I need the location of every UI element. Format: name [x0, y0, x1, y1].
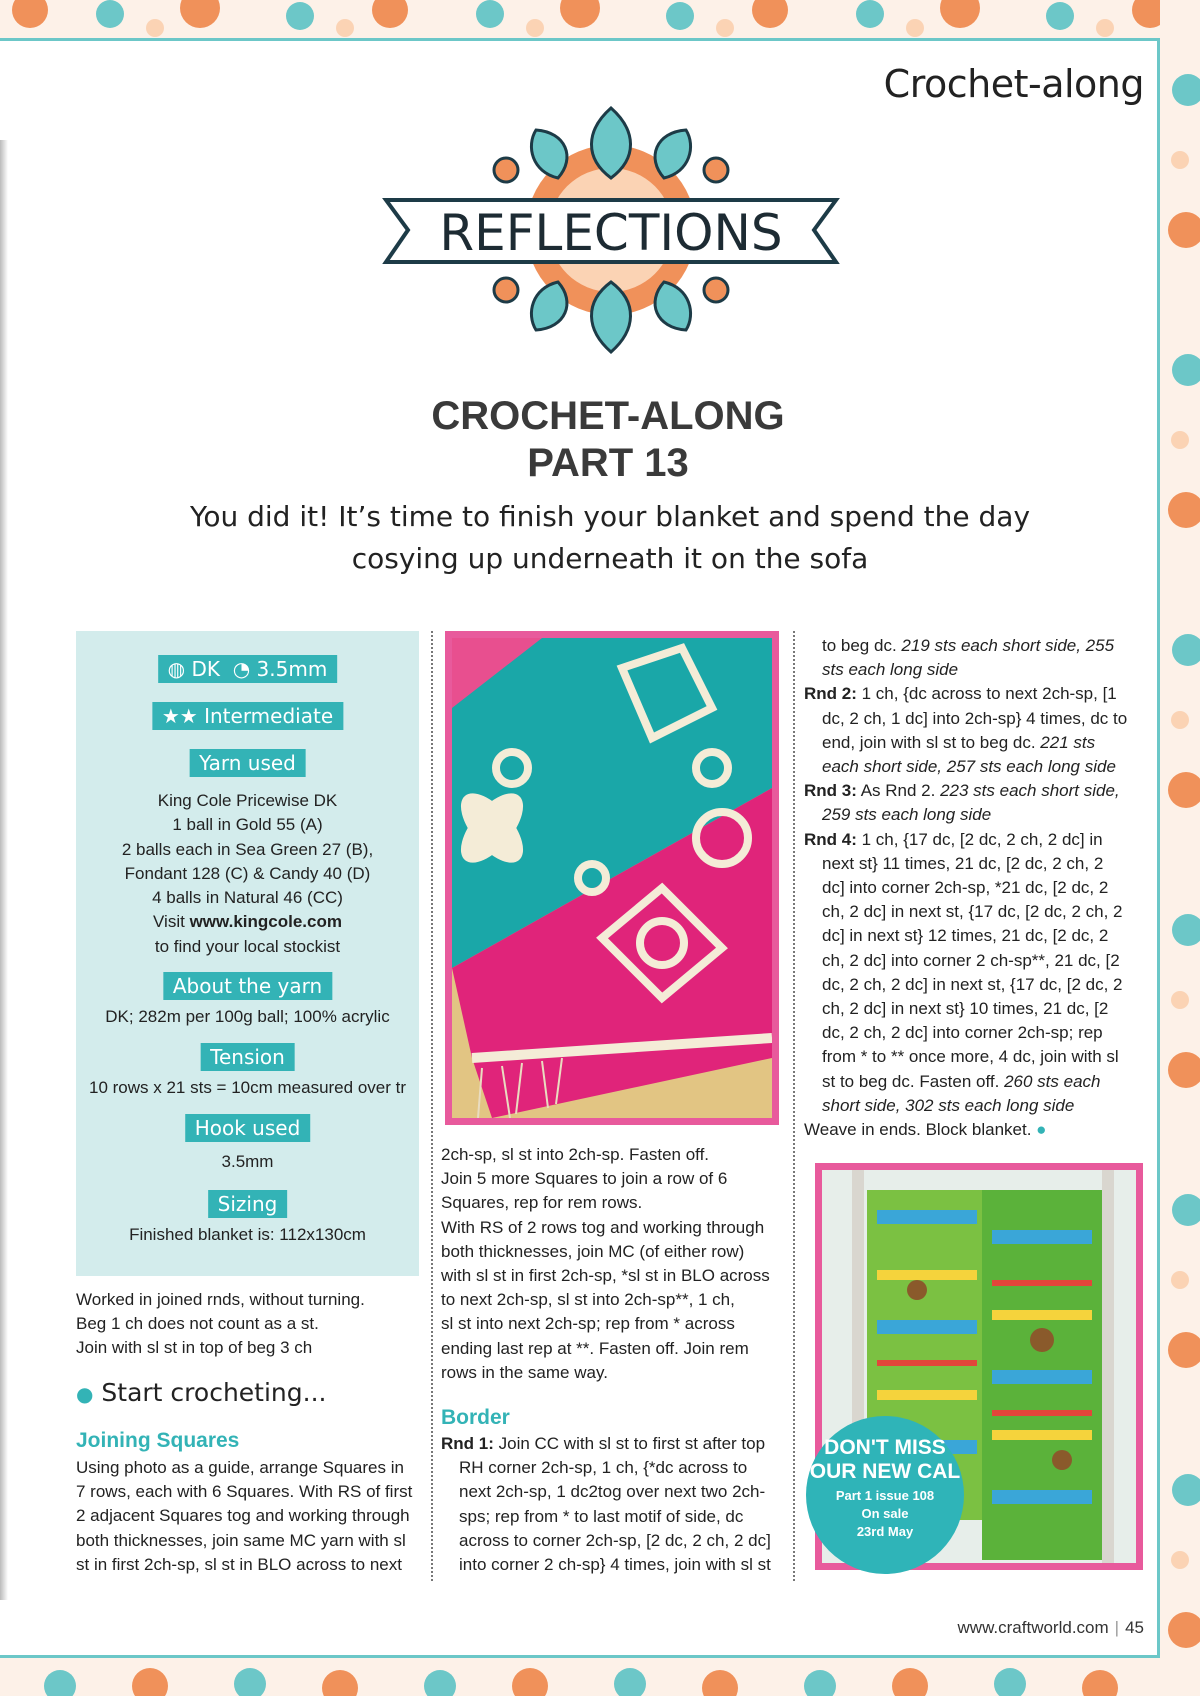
- yarn-line: 2 balls each in Sea Green 27 (B),: [121, 839, 374, 859]
- top-pattern-border: [0, 0, 1200, 40]
- visit-line: Visit www.kingcole.com: [153, 912, 342, 932]
- hook-used-text: 3.5mm: [221, 1152, 274, 1171]
- sizing-text: Finished blanket is: 112x130cm: [129, 1225, 366, 1244]
- note-line: Join with sl st in top of beg 3 ch: [76, 1338, 313, 1358]
- difficulty-pill: ★★ Intermediate: [152, 702, 343, 730]
- page-number: 45: [1125, 1618, 1144, 1637]
- page-spine-shadow: [0, 140, 8, 1600]
- headline-line-2: PART 13: [527, 441, 689, 485]
- note-line: Beg 1 ch does not count as a st.: [76, 1314, 319, 1334]
- about-yarn-heading: About the yarn: [163, 972, 332, 1000]
- border-continued-text: to beg dc. 219 sts each short side, 255 sts each long side Rnd 2: 1 ch, {dc across to next 2ch-sp, [1 dc, 2 ch, 1 dc] into 2ch-sp} 4 times, dc to end, join with sl st to beg dc. 221 sts each short side, 257 sts each long side Rnd 3: As Rnd 2. 223 sts each short side, 259 sts each long side Rnd 4: 1 ch, {17 dc, [2 dc, 2 ch, 2 dc] in next st} 11 times, 21 dc, [2 dc, 2 ch, 2 dc] into corner 2ch-sp, *21 dc, [2 dc, 2 ch, 2 dc] in next st, {17 dc, [2 dc, 2 ch, 2 dc] in next st} 12 times, 21 dc, [2 dc, 2 ch, 2 dc] into corner 2 ch-sp**, 21 dc, [2 dc, 2 ch, 2 dc] in next st, {17 dc, [2 dc, 2 ch, 2 dc] in next st} 10 times, 21 dc, [2 dc, 2 ch, 2 dc] into corner 2ch-sp; rep from * to ** once more, 4 dc, join with sl st to beg dc. Fasten off. 260 sts each short side, 302 sts each long side Weave in ends. Block blanket. ●: [804, 636, 1128, 1140]
- end-yarn-icon: ●: [1036, 1120, 1047, 1140]
- joining-squares-heading: Joining Squares: [76, 1429, 240, 1452]
- blanket-photo: [445, 631, 779, 1125]
- yarn-line: 4 balls in Natural 46 (CC): [152, 888, 343, 908]
- footer-separator: |: [1114, 1618, 1120, 1637]
- yarn-line: King Cole Pricewise DK: [157, 791, 338, 810]
- hook-used-heading: Hook used: [185, 1114, 311, 1142]
- pattern-info-box: [76, 631, 419, 1276]
- sizing-heading: Sizing: [208, 1190, 288, 1218]
- reflections-logo: [366, 100, 856, 360]
- hook-icon: ◔: [232, 657, 251, 681]
- new-cal-badge[interactable]: DON'T MISS OUR NEW CAL Part 1 issue 108 On sale 23rd May: [806, 1416, 964, 1574]
- note-line: Worked in joined rnds, without turning.: [76, 1290, 365, 1309]
- standfirst-line-2: cosying up underneath it on the sofa: [351, 542, 869, 575]
- tension-heading: Tension: [200, 1043, 295, 1071]
- joining-squares-text: Using photo as a guide, arrange Squares in 7 rows, each with 6 Squares. With RS of first 2 adjacent Squares tog and working through both thicknesses, join same MC yarn with sl st in first 2ch-sp, sl st in BLO across to next: [76, 1458, 413, 1574]
- footer-url[interactable]: www.craftworld.com: [957, 1618, 1109, 1637]
- rnd4-label: Rnd 4:: [804, 829, 857, 849]
- rnd2-label: Rnd 2:: [804, 684, 857, 704]
- working-notes: [76, 1288, 421, 1361]
- stockist-line: to find your local stockist: [154, 936, 341, 956]
- yarn-ball-icon: ◍: [167, 657, 186, 681]
- standfirst: [120, 496, 1100, 580]
- bottom-pattern-border: [0, 1656, 1200, 1696]
- standfirst-line-1: You did it! It’s time to finish your blanket and spend the day: [189, 500, 1031, 533]
- yarn-line: Fondant 128 (C) & Candy 40 (D): [124, 863, 371, 883]
- yarn-weight-hook-pill: [158, 655, 338, 683]
- rnd1-label: Rnd 1:: [441, 1434, 494, 1453]
- border-rnd1: Rnd 1: Join CC with sl st to first st after top RH corner 2ch-sp, 1 ch, {*dc across to next 2ch-sp, 1 dc2tog over next two 2ch- sps; rep from * to last motif of side, dc across to corner 2ch-sp, [2 dc, 2 ch, 2 dc] into corner 2 ch-sp} 4 times, join with sl st: [441, 1434, 771, 1575]
- section-tag: Crochet-along: [883, 62, 1144, 106]
- yarn-list: [76, 789, 419, 959]
- page-footer: [958, 1618, 1144, 1638]
- kingcole-link[interactable]: www.kingcole.com: [189, 912, 342, 932]
- yarn-ball-icon: ●: [76, 1382, 94, 1406]
- logo-wordmark: REFLECTIONS: [439, 204, 783, 262]
- headline-line-1: CROCHET-ALONG: [431, 394, 785, 438]
- column-divider: [793, 631, 795, 1581]
- start-crocheting-heading: ● Start crocheting...: [76, 1378, 327, 1407]
- yarn-weight: DK: [191, 657, 221, 681]
- about-yarn-text: DK; 282m per 100g ball; 100% acrylic: [105, 1007, 390, 1026]
- rnd3-label: Rnd 3:: [804, 781, 857, 801]
- blanket-illustration: [452, 638, 772, 1118]
- right-pattern-border: [1160, 0, 1200, 1696]
- yarn-used-heading: Yarn used: [189, 749, 306, 777]
- joining-continued-text: 2ch-sp, sl st into 2ch-sp. Fasten off. Join 5 more Squares to join a row of 6 Squares, rep for rem rows. With RS of 2 rows tog and working through both thicknesses, join MC (of either row) with sl st in first 2ch-sp, *sl st in BLO across to next 2ch-sp, sl st into 2ch-sp**, 1 ch, sl st into next 2ch-sp; rep from * across ending last rep at **. Fasten off. Join rem rows in the same way.: [441, 1145, 770, 1382]
- yarn-line: 1 ball in Gold 55 (A): [172, 815, 323, 835]
- border-heading: Border: [441, 1406, 510, 1429]
- column-divider: [431, 631, 433, 1581]
- tension-text: 10 rows x 21 sts = 10cm measured over tr: [89, 1078, 406, 1097]
- hook-size: 3.5mm: [256, 657, 328, 681]
